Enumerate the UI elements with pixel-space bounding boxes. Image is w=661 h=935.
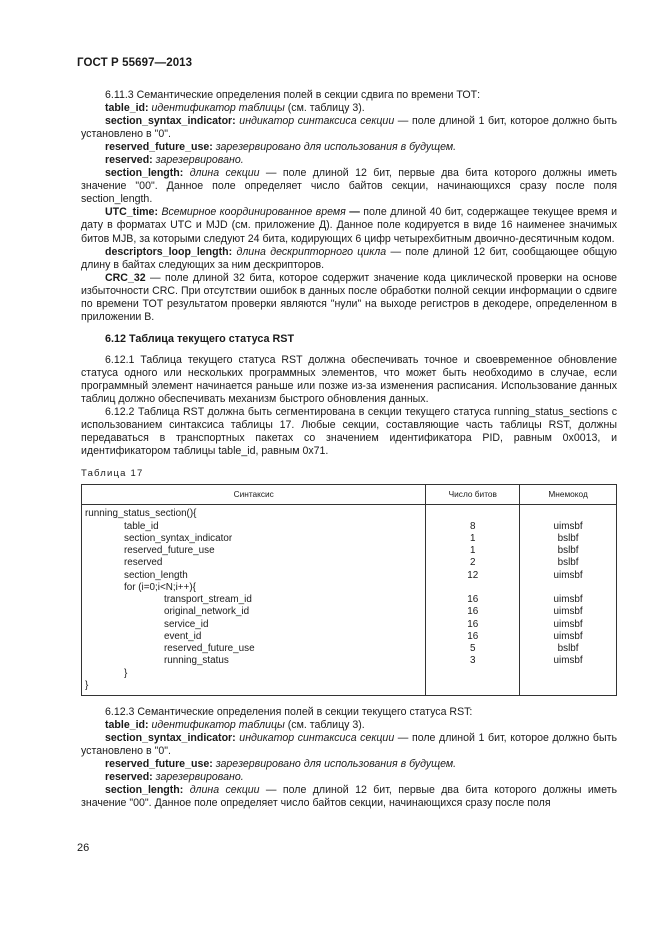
mnemonic-cell: bslbf xyxy=(520,533,617,545)
s6113-reserved: reserved: зарезервировано. xyxy=(105,154,244,167)
syntax-cell: transport_stream_id xyxy=(164,594,252,606)
table-row xyxy=(82,505,617,521)
mnemonic-cell: bslbf xyxy=(520,545,617,557)
syntax-cell: section_syntax_indicator xyxy=(124,532,233,544)
table-caption: Таблица 17 xyxy=(81,468,144,480)
mnemonic-cell: uimsbf xyxy=(520,521,617,533)
table-row xyxy=(82,668,617,680)
bits-cell: 16 xyxy=(426,619,520,631)
header-bits: Число битов xyxy=(426,485,520,505)
bits-cell: 16 xyxy=(426,606,520,618)
s6123-section-length: section_length: длина секции — поле длиной 12 бит, первые два бита которого должны иметь значение "00". Данное поле определяет число байтов секции, начинающихся сразу после поля xyxy=(81,784,617,810)
s6122-paragraph: 6.12.2 Таблица RST должна быть сегментирована в секции текущего статуса running_status_sections с использованием синтаксиса таблицы 17. Любые секции, составляющие часть таблицы RST, должны передаваться в транспортных пакетах со значением идентификатора PID, равным 0x0013, и идентификатором таблицы table_id, равным 0x71. xyxy=(81,406,617,458)
syntax-cell: table_id xyxy=(124,520,159,532)
syntax-cell: reserved_future_use xyxy=(164,643,255,655)
s6113-utc-time: UTC_time: Всемирное координированное время — поле длиной 40 бит, содержащее текущее время и дату в форматах UTC и MJD (см. приложение Д). Данное поле кодируется в виде 16 наименее значимых битов MJB, за которыми следуют 24 бита, кодирующих 6 цифр четырехбитным двоично-десятичным кодом. xyxy=(81,206,617,245)
bits-cell: 12 xyxy=(426,570,520,582)
header-syntax: Синтаксис xyxy=(82,485,426,505)
table-row xyxy=(82,594,617,606)
s6113-reserved-future-use: reserved_future_use: зарезервировано для использования в будущем. xyxy=(105,141,457,154)
table-row xyxy=(82,521,617,533)
mnemonic-cell xyxy=(520,668,617,680)
syntax-cell: reserved xyxy=(124,557,163,569)
syntax-cell: running_status xyxy=(164,655,229,667)
table-row xyxy=(82,619,617,631)
bits-cell xyxy=(426,505,520,521)
s6113-table-id: table_id: идентификатор таблицы (см. таблицу 3). xyxy=(105,102,365,115)
mnemonic-cell: uimsbf xyxy=(520,631,617,643)
bits-cell: 8 xyxy=(426,521,520,533)
page-number: 26 xyxy=(77,842,90,854)
syntax-cell: event_id xyxy=(164,630,202,642)
bits-cell: 16 xyxy=(426,631,520,643)
mnemonic-cell xyxy=(520,505,617,521)
s6123-reserved-future-use: reserved_future_use: зарезервировано для использования в будущем. xyxy=(105,758,457,771)
bits-cell xyxy=(426,668,520,680)
mnemonic-cell: uimsbf xyxy=(520,655,617,667)
s6123-intro: 6.12.3 Семантические определения полей в секции текущего статуса RST: xyxy=(105,706,473,719)
table-row xyxy=(82,643,617,655)
s6121-paragraph: 6.12.1 Таблица текущего статуса RST должна обеспечивать точное и своевременное обновление статуса одного или нескольких программных элементов, что может быть необходимо в случае, если программный элемент начинается раньше или позже из-за изменения расписания. Использование данных таблиц должно обеспечивать механизм быстрого обновления данных. xyxy=(81,353,617,406)
mnemonic-cell: bslbf xyxy=(520,557,617,569)
bits-cell: 16 xyxy=(426,594,520,606)
mnemonic-cell xyxy=(520,582,617,594)
table-row xyxy=(82,606,617,618)
mnemonic-cell: bslbf xyxy=(520,643,617,655)
table-row xyxy=(82,655,617,667)
mnemonic-cell: uimsbf xyxy=(520,619,617,631)
s6113-section-syntax-indicator: section_syntax_indicator: индикатор синтаксиса секции — поле длиной 1 бит, которое должно быть установлено в "0". xyxy=(81,115,617,141)
bits-cell: 5 xyxy=(426,643,520,655)
section-heading-6-12: 6.12 Таблица текущего статуса RST xyxy=(105,332,295,345)
page-content xyxy=(81,89,617,810)
table-row xyxy=(82,570,617,582)
mnemonic-cell: uimsbf xyxy=(520,606,617,618)
table-17 xyxy=(81,484,617,696)
table-row xyxy=(82,631,617,643)
s6113-section-length: section_length: длина секции — поле длиной 12 бит, первые два бита которого должны иметь значение "00". Данное поле определяет число байтов секции, начинающихся сразу после поля section_length. xyxy=(81,167,617,206)
bits-cell: 2 xyxy=(426,557,520,569)
header-mnemonic: Мнемокод xyxy=(520,485,617,505)
bits-cell: 1 xyxy=(426,533,520,545)
syntax-cell: service_id xyxy=(164,618,209,630)
table-header-row xyxy=(82,485,617,505)
bits-cell xyxy=(426,582,520,594)
mnemonic-cell: uimsbf xyxy=(520,594,617,606)
bits-cell xyxy=(426,680,520,696)
document-header: ГОСТ Р 55697—2013 xyxy=(77,57,193,69)
s6113-descriptors-loop-length: descriptors_loop_length: длина дескрипторного цикла — поле длиной 12 бит, сообщающее общую длину в байтах следующих за ним дескрипторов. xyxy=(81,245,617,271)
mnemonic-cell xyxy=(520,680,617,696)
mnemonic-cell: uimsbf xyxy=(520,570,617,582)
syntax-cell: } xyxy=(85,679,89,691)
table-row xyxy=(82,680,617,696)
syntax-cell: reserved_future_use xyxy=(124,545,215,557)
table-row xyxy=(82,557,617,569)
syntax-cell: } xyxy=(124,667,128,679)
s6113-intro: 6.11.3 Семантические определения полей в секции сдвига по времени ТОТ: xyxy=(105,89,481,101)
table-row xyxy=(82,545,617,557)
syntax-cell: for (i=0;i<N;i++){ xyxy=(124,581,196,593)
syntax-cell: running_status_section(){ xyxy=(85,508,197,520)
syntax-cell: section_length xyxy=(124,569,188,581)
bits-cell: 1 xyxy=(426,545,520,557)
table-row xyxy=(82,533,617,545)
table-row xyxy=(82,582,617,594)
syntax-cell: original_network_id xyxy=(164,606,250,618)
s6123-reserved: reserved: зарезервировано. xyxy=(105,771,244,784)
s6123-table-id: table_id: идентификатор таблицы (см. таблицу 3). xyxy=(105,719,365,732)
s6123-section-syntax-indicator: section_syntax_indicator: индикатор синтаксиса секции — поле длиной 1 бит, которое должно быть установлено в "0". xyxy=(81,732,617,758)
bits-cell: 3 xyxy=(426,655,520,667)
s6113-crc-32: CRC_32 — поле длиной 32 бита, которое содержит значение кода циклической проверки на основе избыточности CRC. При отсутствии ошибок в данных после обработки полной секции информации о сдвиге по времени ТОТ результатом проверки являются "нули" на выходе регистров в декодере, определенном в приложении В. xyxy=(81,271,617,323)
